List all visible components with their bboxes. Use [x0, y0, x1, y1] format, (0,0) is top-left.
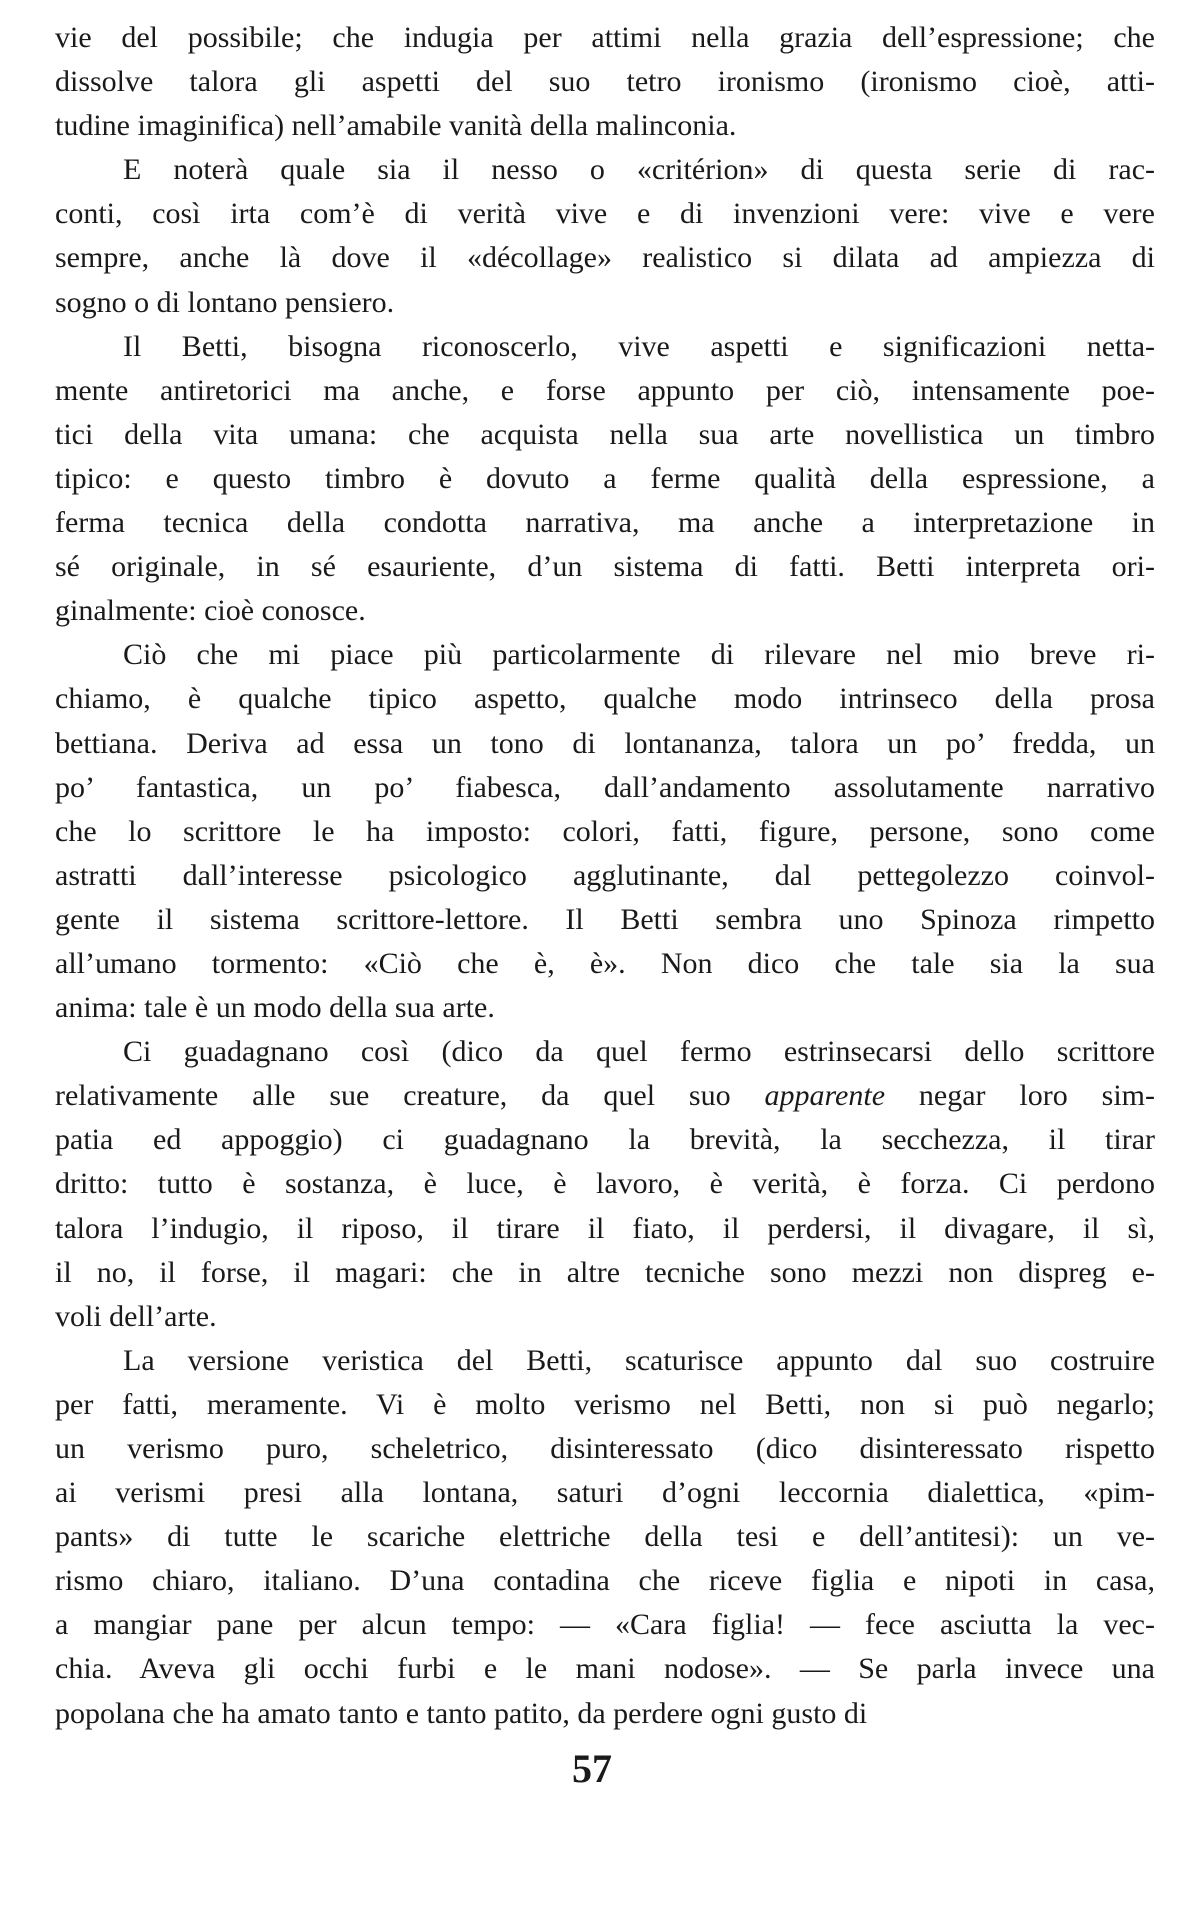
text-line: per fatti, meramente. Vi è molto verismo nel Betti, non si può negarlo; — [55, 1387, 1155, 1421]
paragraph-6 — [55, 1339, 1155, 1736]
text-line: chia. Aveva gli occhi furbi e le mani nodose». — Se parla invece una — [55, 1652, 1155, 1686]
text-line: rismo chiaro, italiano. D’una contadina che riceve figlia e nipoti in casa, — [55, 1564, 1155, 1598]
text-line: Ciò che mi piace più particolarmente di rilevare nel mio breve ri- — [123, 638, 1155, 672]
text-line: ferma tecnica della condotta narrativa, ma anche a interpretazione in — [55, 506, 1155, 540]
text-line: vie del possibile; che indugia per attimi nella grazia dell’espressione; che — [55, 21, 1155, 54]
text-line: gente il sistema scrittore-lettore. Il Betti sembra uno Spinoza rimpetto — [55, 902, 1155, 936]
text-line: voli dell’arte. — [55, 1299, 217, 1333]
text-line: dritto: tutto è sostanza, è luce, è lavoro, è verità, è forza. Ci perdono — [55, 1167, 1155, 1201]
text-line: po’ fantastica, un po’ fiabesca, dall’andamento assolutamente narrativo — [55, 770, 1155, 804]
text-line: E noterà quale sia il nesso o «critérion» di questa serie di rac- — [123, 153, 1155, 187]
text-line: conti, così irta com’è di verità vive e di invenzioni vere: vive e vere — [55, 197, 1155, 231]
text-line: anima: tale è un modo della sua arte. — [55, 991, 495, 1025]
text-line: Ci guadagnano così (dico da quel fermo estrinsecarsi dello scrittore — [123, 1035, 1155, 1069]
paragraph-2 — [55, 148, 1155, 324]
emphasized-word: apparente — [764, 1079, 886, 1113]
text-line: astratti dall’interesse psicologico agglutinante, dal pettegolezzo coinvol- — [55, 858, 1155, 892]
text-line: relativamente alle sue creature, da quel suo apparente negar loro sim- — [55, 1079, 1155, 1113]
paragraph-5 — [55, 1030, 1155, 1339]
text-line: il no, il forse, il magari: che in altre tecniche sono mezzi non dispreg e- — [55, 1255, 1155, 1289]
text-line: tipico: e questo timbro è dovuto a ferme qualità della espressione, a — [55, 461, 1155, 495]
text-line: dissolve talora gli aspetti del suo tetro ironismo (ironismo cioè, atti- — [55, 65, 1155, 99]
paragraph-1 — [55, 16, 1155, 148]
paragraph-4 — [55, 633, 1155, 1030]
text-line: La versione veristica del Betti, scaturisce appunto dal suo costruire — [123, 1343, 1155, 1377]
text-line: Il Betti, bisogna riconoscerlo, vive aspetti e significazioni netta- — [123, 329, 1155, 363]
text-line: bettiana. Deriva ad essa un tono di lontananza, talora un po’ fredda, un — [55, 726, 1155, 760]
text-line: talora l’indugio, il riposo, il tirare il fiato, il perdersi, il divagare, il sì, — [55, 1211, 1155, 1245]
text-line: popolana che ha amato tanto e tanto patito, da perdere ogni gusto di — [55, 1696, 868, 1730]
text-line: ginalmente: cioè conosce. — [55, 594, 366, 628]
text-line: chiamo, è qualche tipico aspetto, qualche modo intrinseco della prosa — [55, 682, 1155, 716]
paragraph-3 — [55, 325, 1155, 634]
text-line: all’umano tormento: «Ciò che è, è». Non dico che tale sia la sua — [55, 946, 1155, 980]
text-line: un verismo puro, scheletrico, disinteressato (dico disinteressato rispetto — [55, 1432, 1155, 1465]
text-line: sé originale, in sé esauriente, d’un sistema di fatti. Betti interpreta ori- — [55, 550, 1155, 584]
text-line: che lo scrittore le ha imposto: colori, fatti, figure, persone, sono come — [55, 814, 1155, 848]
text-line: sempre, anche là dove il «décollage» realistico si dilata ad ampiezza di — [55, 241, 1155, 275]
text-line: a mangiar pane per alcun tempo: — «Cara figlia! — fece asciutta la vec- — [55, 1608, 1155, 1642]
text-line: mente antiretorici ma anche, e forse appunto per ciò, intensamente poe- — [55, 373, 1155, 407]
body-text — [55, 16, 1155, 1736]
page-number: 57 — [572, 1746, 612, 1791]
text-line: pants» di tutte le scariche elettriche della tesi e dell’antitesi): un ve- — [55, 1520, 1155, 1554]
text-line: tudine imaginifica) nell’amabile vanità della malinconia. — [55, 109, 737, 143]
text-line: sogno o di lontano pensiero. — [55, 285, 395, 319]
text-line: patia ed appoggio) ci guadagnano la brevità, la secchezza, il tirar — [55, 1123, 1155, 1157]
text-line: tici della vita umana: che acquista nella sua arte novellistica un timbro — [55, 417, 1155, 451]
text-line: ai verismi presi alla lontana, saturi d’ogni leccornia dialettica, «pim- — [55, 1476, 1155, 1510]
